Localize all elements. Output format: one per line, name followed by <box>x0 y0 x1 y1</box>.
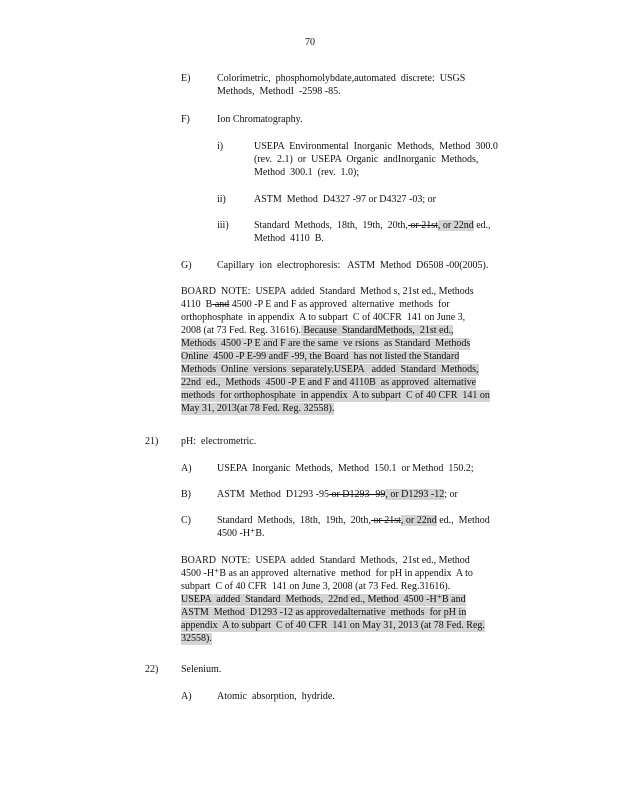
section-number: 21) <box>145 436 159 447</box>
text-run: 2008 (at 73 Fed. Reg. 31616). <box>181 325 301 336</box>
item-f-text: Ion Chromatography. <box>217 114 303 125</box>
subitem-fiii-line1 <box>254 220 491 232</box>
board-note-2-line: subpart C of 40 CFR 141 on June 3, 2008 (at 73 Fed. Reg.31616). <box>181 581 451 592</box>
text-run: Standard Methods, 18th, 19th, 20th, <box>254 220 408 231</box>
board-note-1-line-inserted: Methods 4500 -P E and F are the same ve rsions as Standard Methods <box>181 338 471 349</box>
item-21a-text: USEPA Inorganic Methods, Method 150.1 or Method 150.2; <box>217 463 474 474</box>
subitem-fi-line1: USEPA Environmental Inorganic Methods, Method 300.0 <box>254 141 498 152</box>
item-21c-line2: 4500 -H⁺B. <box>217 528 265 539</box>
section-title: Selenium. <box>181 664 222 675</box>
item-21c-line1 <box>217 515 490 527</box>
text-run: 4110 B <box>181 299 213 310</box>
section-number: 22) <box>145 664 159 675</box>
board-note-2-line-inserted: USEPA added Standard Methods, 22nd ed., Method 4500 -H⁺B and <box>181 594 466 605</box>
item-e-line1: Colorimetric, phosphomolybdate,automated discrete: USGS <box>217 73 466 84</box>
subitem-label: iii) <box>217 220 229 231</box>
board-note-2-line: 4500 -H⁺B as an approved alternative method for pH in appendix A to <box>181 568 473 579</box>
item-e-line2: Methods, MethodI -2598 -85. <box>217 86 341 97</box>
subitem-label: i) <box>217 141 224 152</box>
board-note-2-line-inserted: ASTM Method D1293 -12 as approvedalternative methods for pH in <box>181 607 467 618</box>
deleted-text: and <box>212 299 230 310</box>
text-run: 4500 -P E and F as approved alternative methods for <box>229 299 450 310</box>
deleted-text: or 21st <box>370 515 401 526</box>
text-run: ASTM Method D1293 -95 <box>217 489 329 500</box>
board-note-2-line-inserted: appendix A to subpart C of 40 CFR 141 on May 31, 2013 (at 78 Fed. Reg. <box>181 620 485 631</box>
page-number: 70 <box>305 37 315 48</box>
item-label: A) <box>181 463 192 474</box>
subitem-fi-line3: Method 300.1 (rev. 1.0); <box>254 167 360 178</box>
deleted-text: or 21st <box>407 220 438 231</box>
deleted-text: or D1293 -99 <box>328 489 386 500</box>
board-note-1-line-inserted: May 31, 2013(at 78 Fed. Reg. 32558). <box>181 403 335 414</box>
item-label: C) <box>181 515 191 526</box>
item-g-text: Capillary ion electrophoresis: ASTM Method D6508 -00(2005). <box>217 260 489 271</box>
board-note-2-line-inserted: 32558). <box>181 633 212 644</box>
section-title: pH: electrometric. <box>181 436 257 447</box>
board-note-2-line: BOARD NOTE: USEPA added Standard Methods, 21st ed., Method <box>181 555 470 566</box>
inserted-text: , or D1293 -12 <box>385 489 445 500</box>
inserted-text: , or 22nd <box>400 515 437 526</box>
item-label: B) <box>181 489 191 500</box>
board-note-1-line <box>181 299 450 311</box>
item-label: G) <box>181 260 192 271</box>
subitem-label: ii) <box>217 194 226 205</box>
item-label: A) <box>181 691 192 702</box>
item-22a-text: Atomic absorption, hydride. <box>217 691 335 702</box>
board-note-1-line: orthophosphate in appendix A to subpart C of 40CFR 141 on June 3, <box>181 312 466 323</box>
item-label: E) <box>181 73 191 84</box>
board-note-1-line <box>181 325 453 337</box>
subitem-fii-text: ASTM Method D4327 -97 or D4327 -03; or <box>254 194 436 205</box>
text-run: ed., <box>473 220 491 231</box>
inserted-text: , or 22nd <box>437 220 474 231</box>
text-run: ed., Method <box>436 515 490 526</box>
item-label: F) <box>181 114 190 125</box>
subitem-fi-line2: (rev. 2.1) or USEPA Organic andInorganic Methods, <box>254 154 479 165</box>
board-note-1-line-inserted: Online 4500 -P E-99 andF -99, the Board has not listed the Standard <box>181 351 460 362</box>
text-run: ; or <box>444 489 458 500</box>
board-note-1-line: BOARD NOTE: USEPA added Standard Method s, 21st ed., Methods <box>181 286 474 297</box>
board-note-1-line-inserted: Methods Online versions separately.USEPA added Standard Methods, <box>181 364 479 375</box>
board-note-1-line-inserted: methods for orthophosphate in appendix A to subpart C of 40 CFR 141 on <box>181 390 490 401</box>
subitem-fiii-line2: Method 4110 B. <box>254 233 324 244</box>
inserted-text: Because StandardMethods, 21st ed., <box>301 325 454 336</box>
board-note-1-line-inserted: 22nd ed., Methods 4500 -P E and F and 4110B as approved alternative <box>181 377 477 388</box>
text-run: Standard Methods, 18th, 19th, 20th, <box>217 515 371 526</box>
item-21b-text <box>217 489 458 501</box>
